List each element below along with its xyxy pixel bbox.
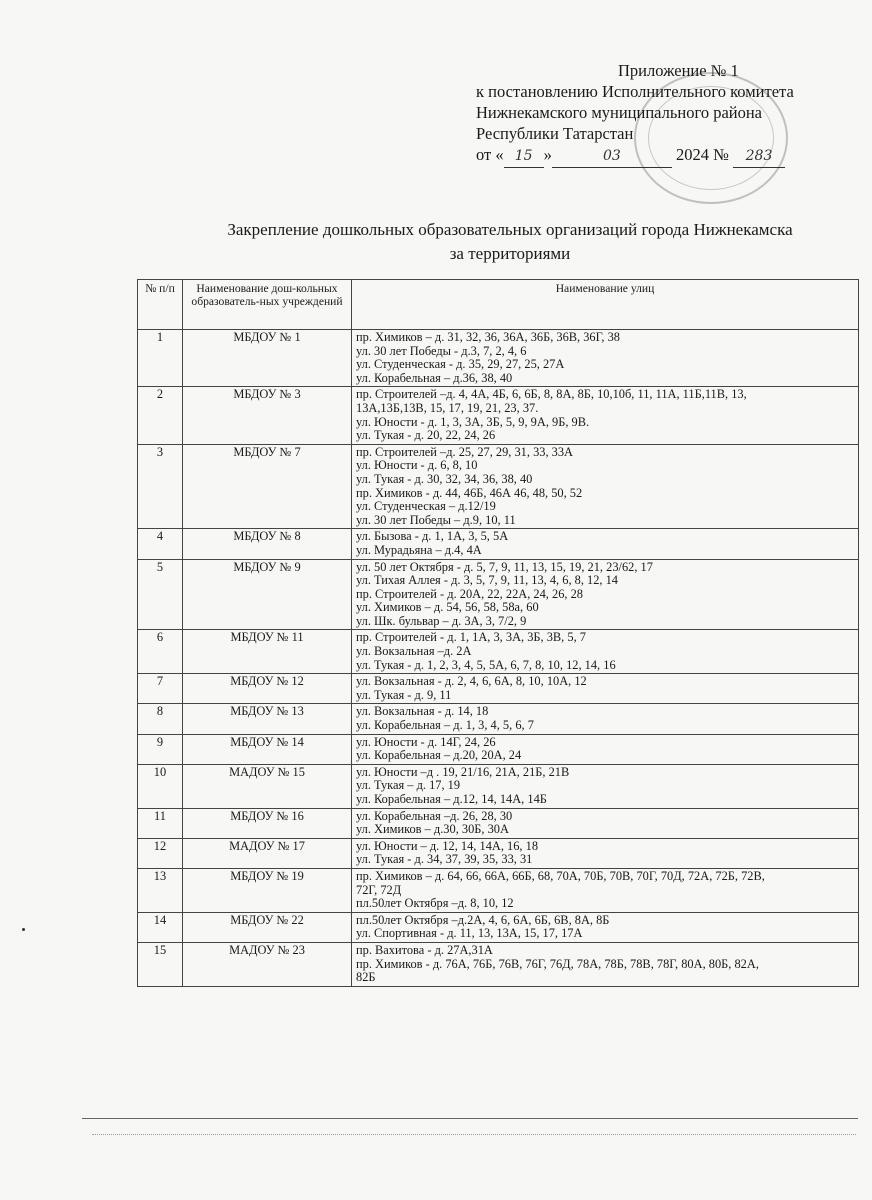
row-number: 7 bbox=[138, 674, 183, 704]
title-line-2: за территориями bbox=[449, 244, 571, 263]
row-number: 10 bbox=[138, 764, 183, 808]
header-number: № п/п bbox=[138, 280, 183, 330]
header-line-3: Республики Татарстан bbox=[476, 124, 634, 143]
street-list bbox=[352, 559, 859, 630]
row-number: 15 bbox=[138, 942, 183, 986]
row-number: 9 bbox=[138, 734, 183, 764]
row-number: 14 bbox=[138, 912, 183, 942]
row-number: 13 bbox=[138, 868, 183, 912]
street-list bbox=[352, 838, 859, 868]
street-list bbox=[352, 330, 859, 387]
street-list bbox=[352, 529, 859, 559]
institution-name: МАДОУ № 15 bbox=[183, 764, 352, 808]
institution-name: МБДОУ № 19 bbox=[183, 868, 352, 912]
row-number: 5 bbox=[138, 559, 183, 630]
row-number: 1 bbox=[138, 330, 183, 387]
street-list bbox=[352, 912, 859, 942]
institution-name: МБДОУ № 12 bbox=[183, 674, 352, 704]
row-number: 11 bbox=[138, 808, 183, 838]
document-title bbox=[150, 218, 870, 266]
scan-speck bbox=[22, 928, 25, 931]
street-line: ул. Юности – д. 12, 14, 14А, 16, 18 bbox=[356, 839, 539, 853]
table-header-row bbox=[138, 280, 859, 330]
street-line: 82Б bbox=[356, 971, 376, 985]
street-line: ул. Корабельная – д.20, 20А, 24 bbox=[356, 749, 522, 763]
street-list bbox=[352, 674, 859, 704]
institution-name: МБДОУ № 14 bbox=[183, 734, 352, 764]
header-institution: Наименование дош-кольных образователь-ных учреждений bbox=[183, 280, 352, 330]
street-line: пл.50лет Октября –д.2А, 4, 6, 6А, 6Б, 6В, 8А, 8Б bbox=[356, 913, 610, 927]
institution-name: МБДОУ № 9 bbox=[183, 559, 352, 630]
table-row bbox=[138, 704, 859, 734]
street-line: пр. Химиков - д. 76А, 76Б, 76В, 76Г, 76Д, 78А, 78Б, 78В, 78Г, 80А, 80Б, 82А, bbox=[356, 957, 759, 971]
street-line: пл.50лет Октября –д. 8, 10, 12 bbox=[356, 897, 514, 911]
table-row bbox=[138, 330, 859, 387]
institution-name: МБДОУ № 16 bbox=[183, 808, 352, 838]
street-line: ул. Тукая – д. 17, 19 bbox=[356, 779, 461, 793]
street-line: ул. Тукая - д. 1, 2, 3, 4, 5, 5А, 6, 7, 8, 10, 12, 14, 16 bbox=[356, 658, 616, 672]
street-line: ул. Тукая - д. 20, 22, 24, 26 bbox=[356, 429, 496, 443]
row-number: 6 bbox=[138, 630, 183, 674]
street-line: ул. Юности - д. 1, 3, 3А, 3Б, 5, 9, 9А, 9Б, 9В. bbox=[356, 415, 590, 429]
institution-name: МБДОУ № 1 bbox=[183, 330, 352, 387]
header-streets: Наименование улиц bbox=[352, 280, 859, 330]
table-row bbox=[138, 630, 859, 674]
street-line: ул. Корабельная – д. 1, 3, 4, 5, 6, 7 bbox=[356, 719, 534, 733]
institution-name: МАДОУ № 23 bbox=[183, 942, 352, 986]
assignment-table bbox=[137, 279, 859, 987]
street-line: ул. Корабельная – д.12, 14, 14А, 14Б bbox=[356, 793, 547, 806]
header-line-1: к постановлению Исполнительного комитета bbox=[476, 82, 794, 101]
date-prefix: от « bbox=[476, 145, 504, 164]
street-line: пр. Строителей - д. 1, 1А, 3, 3А, 3Б, 3В, 5, 7 bbox=[356, 631, 586, 645]
table-row bbox=[138, 838, 859, 868]
appendix-label: Приложение № 1 bbox=[618, 61, 739, 80]
street-line: 13А,13Б,13В, 15, 17, 19, 21, 23, 37. bbox=[356, 401, 539, 415]
street-list bbox=[352, 444, 859, 529]
row-number: 4 bbox=[138, 529, 183, 559]
decree-date-line bbox=[476, 144, 868, 168]
institution-name: МБДОУ № 13 bbox=[183, 704, 352, 734]
table-row bbox=[138, 912, 859, 942]
date-month: 03 bbox=[552, 146, 672, 168]
street-line: ул. Юности - д. 14Г, 24, 26 bbox=[356, 735, 496, 749]
row-number: 2 bbox=[138, 387, 183, 444]
table-row bbox=[138, 559, 859, 630]
table-row bbox=[138, 387, 859, 444]
date-year: 2024 № bbox=[676, 145, 729, 164]
decree-number: 283 bbox=[733, 146, 785, 168]
institution-name: МБДОУ № 11 bbox=[183, 630, 352, 674]
street-line: 72Г, 72Д bbox=[356, 883, 402, 897]
street-line: ул. Вокзальная - д. 2, 4, 6, 6А, 8, 10, 10А, 12 bbox=[356, 675, 587, 689]
table-row bbox=[138, 868, 859, 912]
street-line: ул. Тукая - д. 9, 11 bbox=[356, 688, 452, 702]
street-line: пр. Химиков – д. 64, 66, 66А, 66Б, 68, 70А, 70Б, 70В, 70Г, 70Д, 72А, 72Б, 72В, bbox=[356, 869, 765, 883]
street-line: ул. 30 лет Победы – д.9, 10, 11 bbox=[356, 513, 516, 527]
row-number: 8 bbox=[138, 704, 183, 734]
street-line: ул. Юности - д. 6, 8, 10 bbox=[356, 459, 478, 473]
street-list bbox=[352, 868, 859, 912]
street-line: пр. Химиков – д. 31, 32, 36, 36А, 36Б, 36В, 36Г, 38 bbox=[356, 331, 620, 344]
street-line: ул. Тукая - д. 34, 37, 39, 35, 33, 31 bbox=[356, 853, 533, 867]
institution-name: МБДОУ № 22 bbox=[183, 912, 352, 942]
street-line: пр. Химиков - д. 44, 46Б, 46А 46, 48, 50, 52 bbox=[356, 486, 583, 500]
street-line: пр. Строителей - д. 20А, 22, 22А, 24, 26, 28 bbox=[356, 587, 583, 601]
row-number: 3 bbox=[138, 444, 183, 529]
street-line: ул. Тихая Аллея - д. 3, 5, 7, 9, 11, 13, 4, 6, 8, 12, 14 bbox=[356, 574, 619, 588]
street-list bbox=[352, 704, 859, 734]
street-line: ул. Юности –д . 19, 21/16, 21А, 21Б, 21В bbox=[356, 765, 570, 779]
footer-divider bbox=[82, 1118, 858, 1119]
street-line: ул. Студенческая – д.12/19 bbox=[356, 500, 496, 514]
footer-faint-text bbox=[92, 1134, 856, 1135]
street-line: ул. Мурадьяна – д.4, 4А bbox=[356, 543, 482, 557]
table-row bbox=[138, 808, 859, 838]
street-line: ул. Химиков – д. 54, 56, 58, 58а, 60 bbox=[356, 601, 539, 615]
institution-name: МБДОУ № 7 bbox=[183, 444, 352, 529]
street-line: ул. Корабельная –д. 26, 28, 30 bbox=[356, 809, 513, 823]
street-line: ул. Вокзальная - д. 14, 18 bbox=[356, 705, 489, 719]
street-list bbox=[352, 630, 859, 674]
street-list bbox=[352, 764, 859, 808]
street-list bbox=[352, 734, 859, 764]
street-line: ул. Тукая - д. 30, 32, 34, 36, 38, 40 bbox=[356, 472, 533, 486]
title-line-1: Закрепление дошкольных образовательных организаций города Нижнекамска bbox=[227, 220, 793, 239]
street-line: ул. 30 лет Победы - д.3, 7, 2, 4, 6 bbox=[356, 344, 527, 358]
street-line: ул. Спортивная - д. 11, 13, 13А, 15, 17, 17А bbox=[356, 927, 583, 941]
table-row bbox=[138, 942, 859, 986]
table-row bbox=[138, 529, 859, 559]
table-row bbox=[138, 764, 859, 808]
street-line: пр. Строителей –д. 25, 27, 29, 31, 33, 33А bbox=[356, 445, 573, 459]
street-line: ул. Химиков – д.30, 30Б, 30А bbox=[356, 823, 509, 837]
street-line: ул. Шк. бульвар – д. 3А, 3, 7/2, 9 bbox=[356, 614, 527, 628]
street-list bbox=[352, 808, 859, 838]
street-line: ул. Бызова - д. 1, 1А, 3, 5, 5А bbox=[356, 530, 509, 544]
institution-name: МБДОУ № 3 bbox=[183, 387, 352, 444]
institution-name: МАДОУ № 17 bbox=[183, 838, 352, 868]
appendix-header bbox=[476, 60, 868, 168]
table-row bbox=[138, 734, 859, 764]
street-line: ул. Корабельная – д.36, 38, 40 bbox=[356, 371, 513, 385]
street-line: ул. 50 лет Октября - д. 5, 7, 9, 11, 13, 15, 19, 21, 23/62, 17 bbox=[356, 560, 653, 574]
street-line: ул. Вокзальная –д. 2А bbox=[356, 645, 472, 659]
street-list bbox=[352, 942, 859, 986]
table-row bbox=[138, 674, 859, 704]
header-line-2: Нижнекамского муниципального района bbox=[476, 103, 763, 122]
street-line: пр. Вахитова - д. 27А,31А bbox=[356, 943, 493, 957]
date-mid: » bbox=[543, 145, 552, 164]
street-line: пр. Строителей –д. 4, 4А, 4Б, 6, 6Б, 8, 8А, 8Б, 10,10б, 11, 11А, 11Б,11В, 13, bbox=[356, 388, 747, 402]
institution-name: МБДОУ № 8 bbox=[183, 529, 352, 559]
row-number: 12 bbox=[138, 838, 183, 868]
date-day: 15 bbox=[504, 146, 544, 168]
street-list bbox=[352, 387, 859, 444]
street-line: ул. Студенческая - д. 35, 29, 27, 25, 27А bbox=[356, 358, 565, 372]
table-row bbox=[138, 444, 859, 529]
